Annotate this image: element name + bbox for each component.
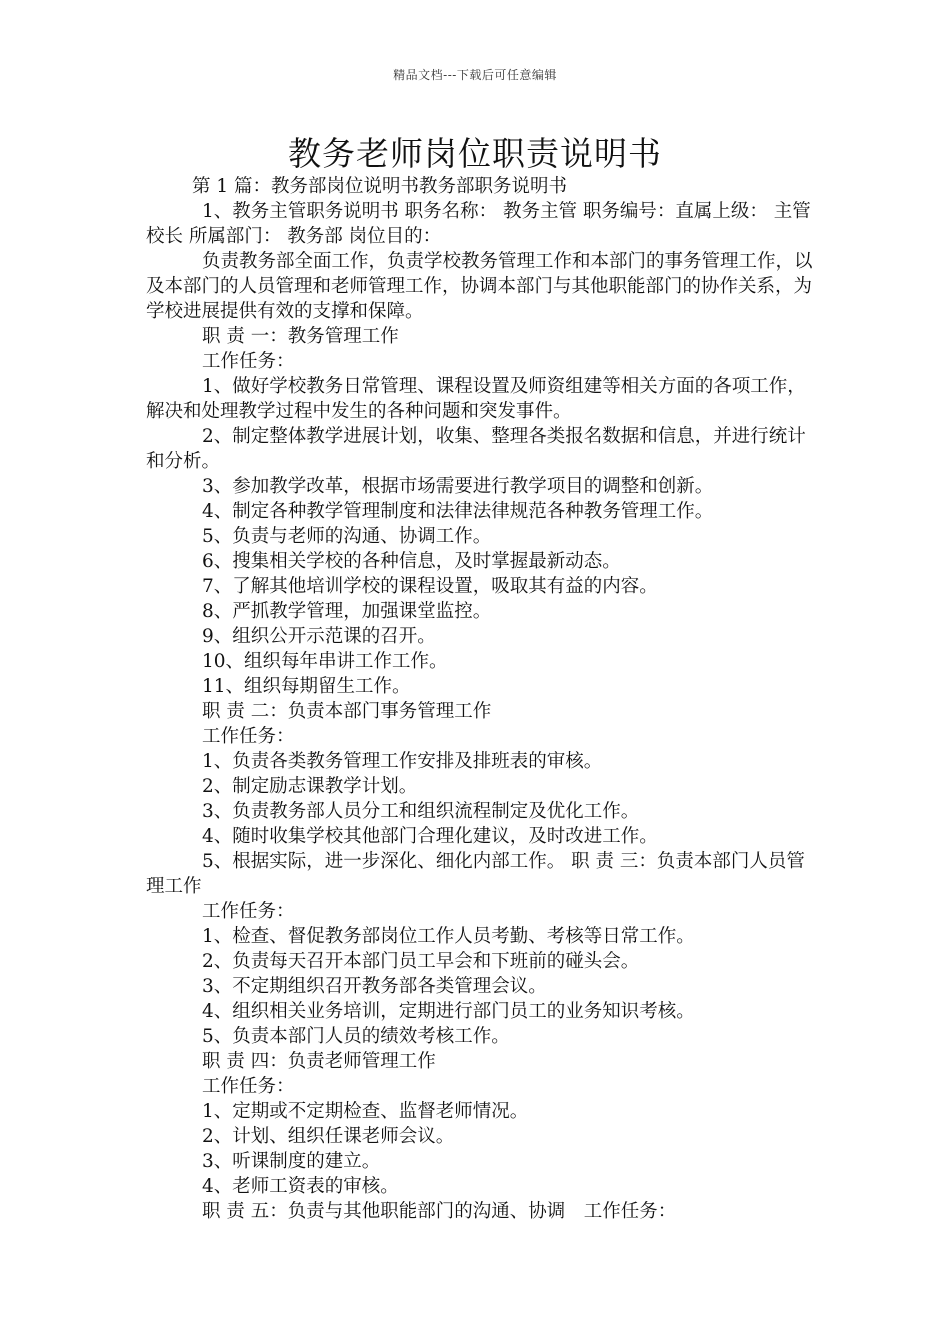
task-label: 工作任务： [202, 351, 295, 372]
document-title: 教务老师岗位职责说明书 [288, 134, 662, 173]
task-item: 6、搜集相关学校的各种信息，及时掌握最新动态。 [202, 551, 621, 572]
task-item: 7、了解其他培训学校的课程设置，吸取其有益的内容。 [202, 576, 658, 597]
task-item: 3、负责教务部人员分工和组织流程制定及优化工作。 [202, 801, 640, 822]
task-item: 3、听课制度的建立。 [202, 1151, 381, 1172]
document-body [146, 174, 814, 1224]
task-label: 工作任务： [202, 901, 295, 922]
purpose-paragraph: 负责教务部全面工作，负责学校教务管理工作和本部门的事务管理工作，以及本部门的人员管理和老师管理工作，协调本部门与其他职能部门的协作关系，为学校进展提供有效的支撑和保障。 [146, 251, 813, 322]
task-label: 工作任务： [202, 726, 295, 747]
task-item: 11、组织每期留生工作。 [202, 676, 411, 697]
task-label: 工作任务： [202, 1076, 295, 1097]
task-item: 5、根据实际，进一步深化、细化内部工作。 职 责 三：负责本部门人员管理工作 [146, 851, 805, 897]
task-item: 1、检查、督促教务部岗位工作人员考勤、考核等日常工作。 [202, 926, 695, 947]
task-item: 2、制定励志课教学计划。 [202, 776, 418, 797]
task-item: 8、严抓教学管理，加强课堂监控。 [202, 601, 492, 622]
duty-heading: 职 责 二：负责本部门事务管理工作 [202, 701, 492, 722]
duty-heading: 职 责 一：教务管理工作 [202, 326, 399, 347]
task-item: 4、老师工资表的审核。 [202, 1176, 399, 1197]
task-item: 2、计划、组织任课老师会议。 [202, 1126, 455, 1147]
task-item: 5、负责与老师的沟通、协调工作。 [202, 526, 492, 547]
task-item: 3、不定期组织召开教务部各类管理会议。 [202, 976, 547, 997]
task-item: 1、负责各类教务管理工作安排及排班表的审核。 [202, 751, 603, 772]
task-item: 4、制定各种教学管理制度和法律法律规范各种教务管理工作。 [202, 501, 714, 522]
duty-heading: 职 责 五：负责与其他职能部门的沟通、协调 工作任务： [202, 1201, 677, 1222]
task-item: 1、做好学校教务日常管理、课程设置及师资组建等相关方面的各项工作，解决和处理教学过程中发生的各种问题和突发事件。 [146, 376, 806, 422]
chapter-heading: 第 1 篇：教务部岗位说明书教务部职务说明书 [192, 176, 568, 197]
task-item: 3、参加教学改革，根据市场需要进行教学项目的调整和创新。 [202, 476, 714, 497]
task-item: 4、随时收集学校其他部门合理化建议，及时改进工作。 [202, 826, 658, 847]
task-item: 2、制定整体教学进展计划，收集、整理各类报名数据和信息，并进行统计和分析。 [146, 426, 806, 472]
job-info-paragraph: 1、教务主管职务说明书 职务名称： 教务主管 职务编号：直属上级： 主管校长 所属部门： 教务部 岗位目的： [146, 201, 811, 247]
task-item: 5、负责本部门人员的绩效考核工作。 [202, 1026, 510, 1047]
duty-heading: 职 责 四：负责老师管理工作 [202, 1051, 436, 1072]
task-item: 10、组织每年串讲工作工作。 [202, 651, 448, 672]
task-item: 4、组织相关业务培训，定期进行部门员工的业务知识考核。 [202, 1001, 695, 1022]
page-header-watermark: 精品文档---下载后可任意编辑 [393, 68, 557, 82]
task-item: 1、定期或不定期检查、监督老师情况。 [202, 1101, 529, 1122]
task-item: 9、组织公开示范课的召开。 [202, 626, 436, 647]
task-item: 2、负责每天召开本部门员工早会和下班前的碰头会。 [202, 951, 640, 972]
